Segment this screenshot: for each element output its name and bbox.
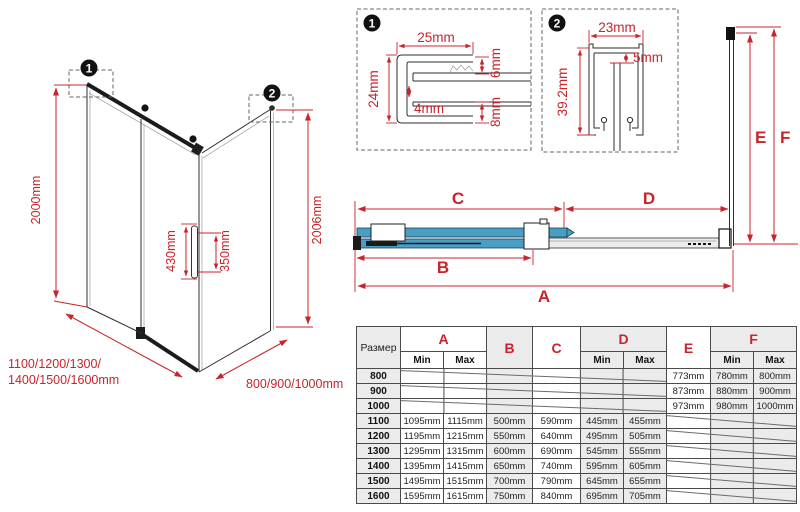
dim-height-left: 2000mm [29, 175, 43, 225]
empty-cells-ef [667, 444, 797, 459]
cell-a-min: 1195mm [401, 429, 444, 444]
detail-1-number: 1 [368, 16, 376, 31]
cell-e: 973mm [667, 399, 711, 414]
cell-d-min: 545mm [581, 444, 624, 459]
a-max-header: Max [444, 352, 487, 369]
table-row [357, 444, 797, 459]
cell-b: 600mm [487, 444, 533, 459]
cell-e: 773mm [667, 369, 711, 384]
row-size: 1600 [357, 489, 401, 504]
row-size: 1000 [357, 399, 401, 414]
width-label-line2: 1400/1500/1600mm [8, 373, 120, 387]
cell-f-min: 980mm [711, 399, 754, 414]
dim-handle-height: 430mm [164, 230, 178, 272]
spec-table [356, 326, 797, 504]
empty-cells-ef [667, 429, 797, 444]
cell-c: 640mm [533, 429, 581, 444]
cell-d-min: 445mm [581, 414, 624, 429]
empty-cells-ef [667, 474, 797, 489]
detail-1-dim-top: 25mm [417, 30, 455, 45]
cell-a-max: 1115mm [444, 414, 487, 429]
cell-c: 690mm [533, 444, 581, 459]
row-size: 1200 [357, 429, 401, 444]
cell-b: 500mm [487, 414, 533, 429]
empty-cells-ef [667, 414, 797, 429]
detail-view-2 [542, 9, 678, 152]
cell-d-max: 705mm [624, 489, 667, 504]
cell-c: 790mm [533, 474, 581, 489]
detail-view-1 [357, 9, 531, 150]
plan-dim-d: D [642, 189, 656, 208]
marker-1-number: 1 [85, 61, 93, 76]
plan-dim-e: E [755, 128, 767, 147]
table-row [357, 429, 797, 444]
cell-f-max: 800mm [754, 369, 797, 384]
cell-a-min: 1295mm [401, 444, 444, 459]
empty-cells-abcd [401, 399, 667, 414]
cell-b: 650mm [487, 459, 533, 474]
cell-d-max: 505mm [624, 429, 667, 444]
plan-dim-c: C [451, 189, 465, 208]
table-row [357, 459, 797, 474]
plan-handle [366, 241, 397, 246]
cell-e: 873mm [667, 384, 711, 399]
col-header-b: B [487, 327, 533, 369]
cell-d-min: 645mm [581, 474, 624, 489]
cell-f-min: 780mm [711, 369, 754, 384]
header-row-1 [357, 327, 797, 352]
detail-2-dim-left: 39.2mm [555, 67, 570, 117]
dim-handle-span: 350mm [218, 230, 232, 272]
row-size: 1300 [357, 444, 401, 459]
cell-d-min: 595mm [581, 459, 624, 474]
table-row [357, 369, 797, 384]
table-row [357, 414, 797, 429]
detail-1-dim-right-top: 6mm [488, 48, 503, 78]
table-row [357, 399, 797, 414]
cell-a-min: 1395mm [401, 459, 444, 474]
table-row [357, 489, 797, 504]
rail-roller [189, 135, 196, 142]
col-header-c: C [533, 327, 581, 369]
detail-2-dim-top: 23mm [598, 20, 636, 35]
row-size: 1500 [357, 474, 401, 489]
plan-dim-b: B [436, 258, 450, 277]
row-size: 1400 [357, 459, 401, 474]
cell-d-max: 555mm [624, 444, 667, 459]
plan-dim-f: F [780, 128, 791, 147]
cell-c: 740mm [533, 459, 581, 474]
plan-left-cap [353, 236, 361, 250]
col-header-size: Размер [357, 327, 401, 369]
cell-f-max: 1000mm [754, 399, 797, 414]
cell-d-max: 605mm [624, 459, 667, 474]
door-handle [192, 226, 198, 278]
rail-roller [141, 104, 148, 111]
depth-label: 800/900/1000mm [246, 377, 344, 391]
a-min-header: Min [401, 352, 444, 369]
cell-d-max: 455mm [624, 414, 667, 429]
d-max-header: Max [624, 352, 667, 369]
cell-c: 840mm [533, 489, 581, 504]
glass-clamp-right [524, 223, 549, 249]
cell-a-min: 1495mm [401, 474, 444, 489]
cell-b: 550mm [487, 429, 533, 444]
empty-cells-abcd [401, 369, 667, 384]
detail-2-number: 2 [553, 16, 561, 31]
marker-2-number: 2 [268, 86, 276, 101]
cell-b: 700mm [487, 474, 533, 489]
cell-a-max: 1215mm [444, 429, 487, 444]
dim-height-right: 2006mm [310, 195, 324, 245]
table-row [357, 384, 797, 399]
cell-a-max: 1615mm [444, 489, 487, 504]
row-size: 800 [357, 369, 401, 384]
cell-d-max: 655mm [624, 474, 667, 489]
empty-cells-ef [667, 489, 797, 504]
cell-a-max: 1515mm [444, 474, 487, 489]
row-size: 900 [357, 384, 401, 399]
width-label-line1: 1100/1200/1300/ [8, 357, 101, 371]
cell-f-min: 880mm [711, 384, 754, 399]
cell-a-min: 1095mm [401, 414, 444, 429]
col-header-e: E [667, 327, 711, 369]
detail-1-dim-inner: 4mm [414, 101, 444, 116]
f-max-header: Max [754, 352, 797, 369]
cell-a-min: 1595mm [401, 489, 444, 504]
empty-cells-abcd [401, 384, 667, 399]
col-header-a: A [401, 327, 487, 352]
table-row [357, 474, 797, 489]
detail-2-dim-gap: 5mm [633, 50, 663, 65]
f-min-header: Min [711, 352, 754, 369]
cell-d-min: 695mm [581, 489, 624, 504]
d-min-header: Min [581, 352, 624, 369]
plan-view [353, 27, 798, 306]
cell-b: 750mm [487, 489, 533, 504]
cell-d-min: 495mm [581, 429, 624, 444]
cell-a-max: 1415mm [444, 459, 487, 474]
panel-top-cap [269, 105, 275, 111]
cell-f-max: 900mm [754, 384, 797, 399]
col-header-f: F [711, 327, 797, 352]
empty-cells-ef [667, 459, 797, 474]
cell-c: 590mm [533, 414, 581, 429]
glass-clamp-left [371, 224, 405, 241]
detail-1-dim-left: 24mm [366, 70, 381, 108]
plan-dim-a: A [537, 287, 551, 306]
side-panel-cap [726, 27, 735, 40]
col-header-d: D [581, 327, 667, 352]
perspective-view [8, 60, 343, 392]
cell-a-max: 1315mm [444, 444, 487, 459]
row-size: 1100 [357, 414, 401, 429]
detail-1-dim-right-bottom: 8mm [488, 97, 503, 127]
